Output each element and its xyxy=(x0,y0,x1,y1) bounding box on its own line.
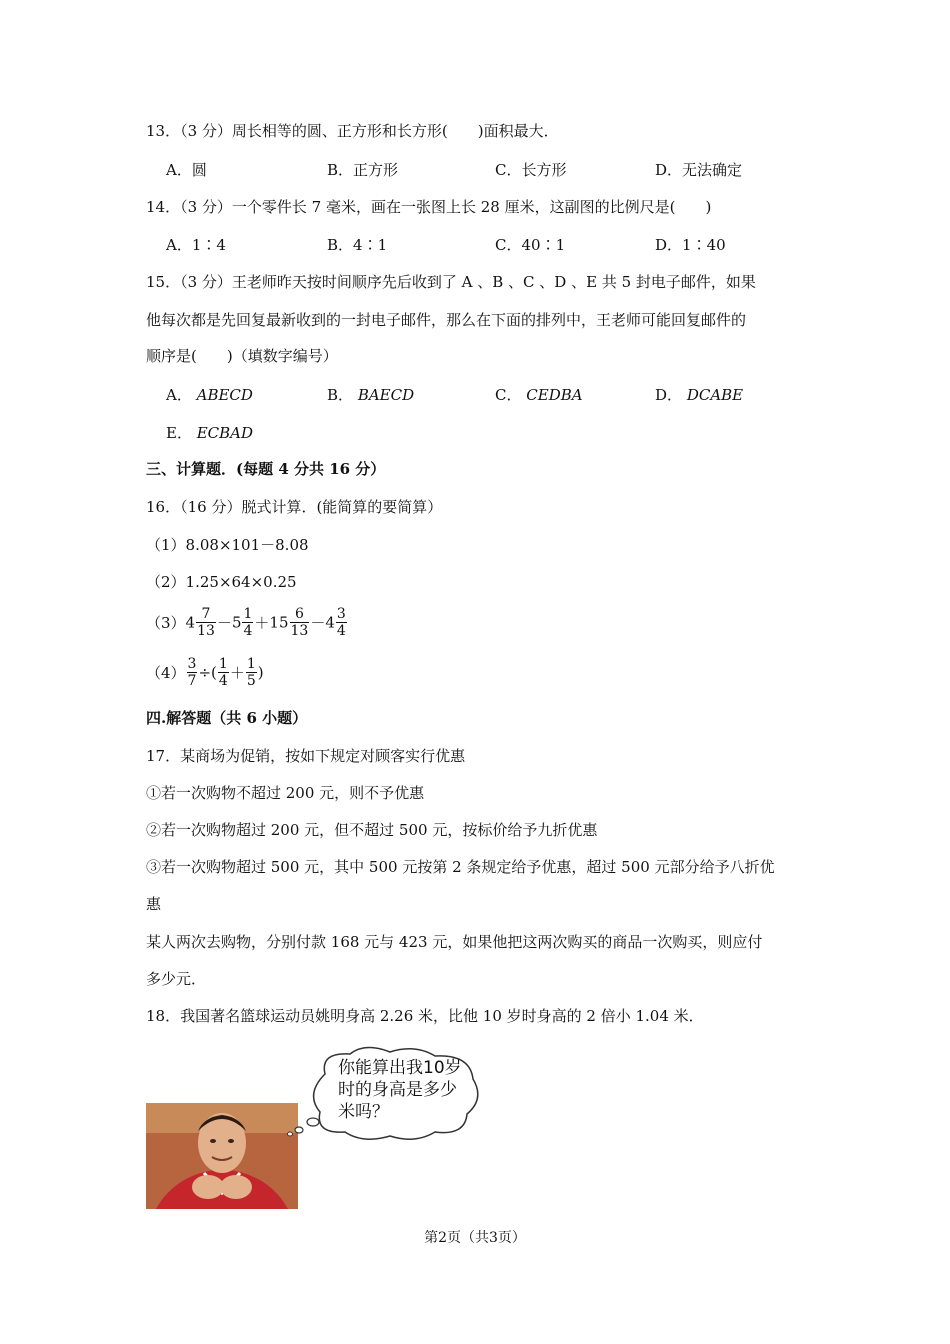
q17-rule-3a: ③若一次购物超过 500 元，其中 500 元按第 2 条规定给予优惠，超过 500 元部分给予八折优 xyxy=(146,858,775,876)
q14-option-a: A．1∶4 xyxy=(166,236,226,254)
q16-part-1: （1）8.08×101－8.08 xyxy=(146,536,309,554)
q16-part-2: （2）1.25×64×0.25 xyxy=(146,573,297,591)
q14-option-c: C．40∶1 xyxy=(495,236,566,254)
section-3-heading: 三、计算题．(每题 4 分共 16 分） xyxy=(146,460,386,478)
q13-option-d: D．无法确定 xyxy=(655,161,743,179)
q15-option-d: D． DCABE xyxy=(655,386,744,404)
q14-stem: 14．（3 分）一个零件长 7 毫米，画在一张图上长 28 厘米，这副图的比例尺是( ) xyxy=(146,198,712,216)
q18-stem: 18．我国著名篮球运动员姚明身高 2.26 米，比他 10 岁时身高的 2 倍小 1.04 米． xyxy=(146,1007,704,1025)
q16-part-3: （3）4 $\frac{7}{13}$ －5 $\frac{1}{4}$ ＋15 $\frac{6}{13}$ －4 $\frac{3}{4}$ xyxy=(146,606,346,639)
q14-option-b: B．4∶1 xyxy=(327,236,388,254)
q16-stem: 16．（16 分）脱式计算．(能简算的要简算） xyxy=(146,498,443,516)
q13-stem: 13．（3 分）周长相等的圆、正方形和长方形( )面积最大． xyxy=(146,122,559,140)
q15-line-3: 顺序是( )（填数字编号） xyxy=(146,347,338,365)
q17-rule-1: ①若一次购物不超过 200 元，则不予优惠 xyxy=(146,784,425,802)
basketball-player-photo xyxy=(146,1103,298,1209)
q15-option-c: C． CEDBA xyxy=(495,386,583,404)
q15-line-1: 15．（3 分）王老师昨天按时间顺序先后收到了 A 、B 、C 、D 、E 共 5 封电子邮件，如果 xyxy=(146,273,756,291)
speech-bubble-text: 你能算出我10岁时的身高是多少米吗？ xyxy=(338,1058,462,1122)
q16-part-4: （4） $\frac{3}{7}$ ÷( $\frac{1}{4}$ ＋ $\frac{1}{5}$ ) xyxy=(146,656,264,689)
q17-stem: 17．某商场为促销，按如下规定对顾客实行优惠 xyxy=(146,747,466,765)
q15-option-e: E． ECBAD xyxy=(166,424,254,442)
q13-option-a: A．圆 xyxy=(166,161,207,179)
q17-question-1: 某人两次去购物，分别付款 168 元与 423 元，如果他把这两次购买的商品一次购买，则应付 xyxy=(146,933,763,951)
page-footer: 第2页（共3页） xyxy=(424,1230,526,1246)
q13-option-c: C．长方形 xyxy=(495,161,567,179)
section-4-heading: 四.解答题（共 6 小题） xyxy=(146,709,308,727)
q15-option-a: A． ABECD xyxy=(166,386,253,404)
q15-option-b: B． BAECD xyxy=(327,386,415,404)
q17-rule-2: ②若一次购物超过 200 元，但不超过 500 元，按标价给予九折优惠 xyxy=(146,821,598,839)
q17-question-2: 多少元． xyxy=(146,970,207,988)
q13-option-b: B．正方形 xyxy=(327,161,399,179)
q15-line-2: 他每次都是先回复最新收到的一封电子邮件，那么在下面的排列中，王老师可能回复邮件的 xyxy=(146,311,747,329)
q14-option-d: D．1∶40 xyxy=(655,236,726,254)
q17-rule-3b: 惠 xyxy=(146,895,162,913)
